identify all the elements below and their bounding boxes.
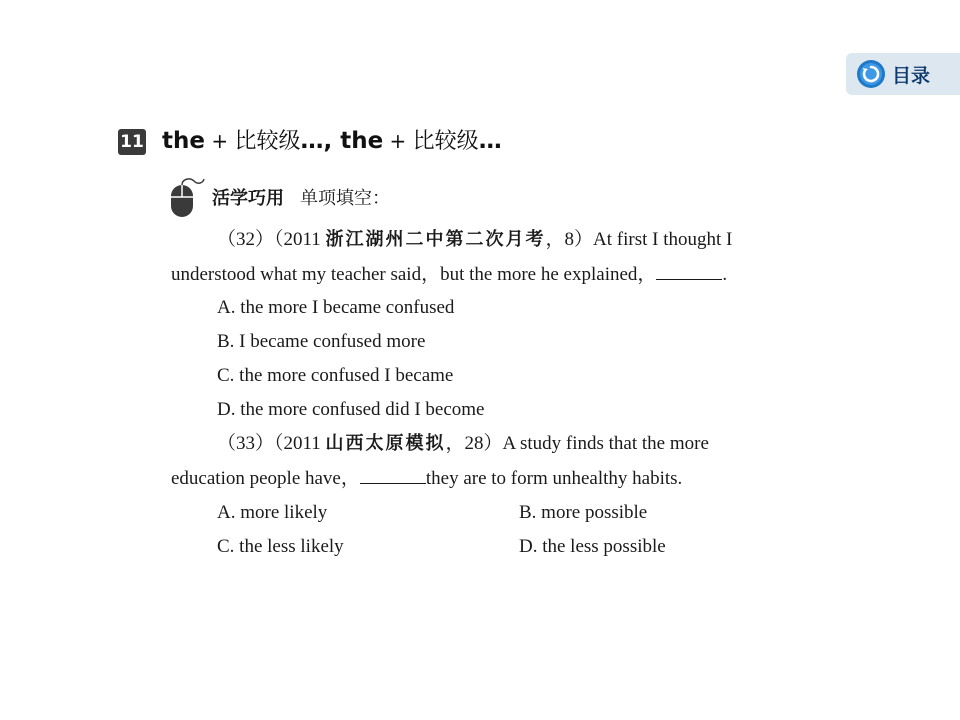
mouse-icon (170, 177, 206, 219)
q33-option-d: D. the less possible (519, 536, 666, 557)
section-title (162, 124, 502, 158)
q32-option-d: D. the more confused did I become (217, 399, 485, 420)
section-title-part: 比较级 (234, 129, 301, 154)
section-title-part: + (204, 129, 235, 153)
q33-suffix: ，28）A study finds that the more (445, 433, 709, 454)
q32-option-b: B. I became confused more (217, 331, 426, 352)
section-title-part: 比较级 (412, 129, 479, 154)
q32-source: 浙江湖州二中第二次月考 (325, 229, 546, 250)
toc-label: 目录 (892, 64, 931, 87)
subheading-bold: 活学巧用 (212, 188, 284, 209)
q32-line2 (171, 261, 727, 288)
q33-stem: education people have， (171, 468, 360, 489)
section-title-part: the (340, 128, 384, 154)
q33-source: 山西太原模拟 (325, 433, 446, 454)
q32-option-a: A. the more I became confused (217, 297, 455, 318)
q33-line1 (217, 431, 807, 457)
toc-button[interactable] (846, 53, 960, 95)
q33-prefix: （33）（2011 (217, 433, 326, 454)
q33-option-c: C. the less likely (217, 536, 344, 557)
subheading (212, 184, 390, 210)
answer-blank (360, 465, 426, 484)
q33-stem-end: they are to form unhealthy habits. (425, 468, 683, 489)
q32-option-c: C. the more confused I became (217, 365, 454, 386)
answer-blank (656, 261, 722, 280)
q32-stem: understood what my teacher said，but the more he explained， (171, 264, 657, 285)
subheading-normal: 单项填空： (300, 188, 390, 209)
q32-prefix: （32）（2011 (217, 229, 326, 250)
section-title-part: the (162, 128, 205, 154)
section-title-part: + (383, 129, 413, 153)
q32-line1 (217, 227, 807, 253)
section-number-badge: 11 (118, 129, 146, 155)
section-title-part: …, (300, 128, 341, 154)
section-title-part: … (478, 128, 502, 154)
refresh-circle-icon (856, 59, 886, 89)
q33-option-b: B. more possible (519, 502, 648, 523)
q32-suffix: ，8）At first I thought I (545, 229, 733, 250)
q33-line2 (171, 465, 682, 492)
q32-stem-end: . (722, 264, 728, 285)
q33-option-a: A. more likely (217, 502, 328, 523)
